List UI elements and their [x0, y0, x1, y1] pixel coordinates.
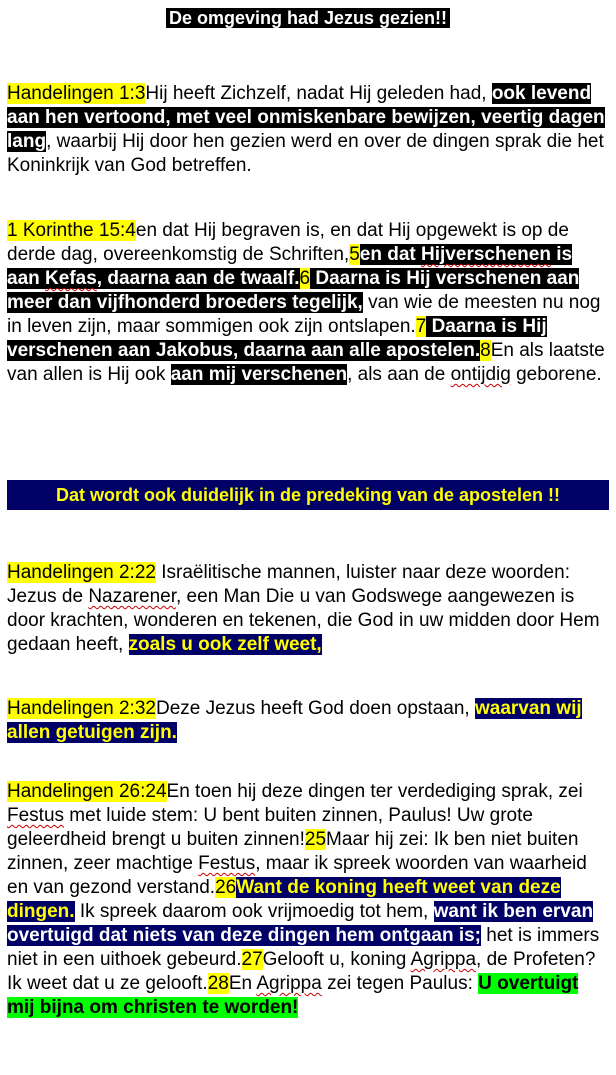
- paragraph-handelingen-26-24: [7, 780, 609, 1020]
- highlighted-text: ook levend aan hen vertoond, met veel onmiskenbare bewijzen, veertig dagen lang: [7, 83, 605, 152]
- verse-text: Gelooft u, koning: [262, 949, 411, 970]
- page-title-text: De omgeving had Jezus gezien!!: [166, 8, 450, 28]
- verse-number: 28: [207, 973, 229, 994]
- highlighted-text: waarvan wij allen getuigen zijn.: [7, 698, 582, 743]
- verse-text: zei tegen Paulus:: [321, 973, 479, 994]
- paragraph-1-korinthe-15-4: [7, 219, 609, 387]
- section-banner: Dat wordt ook duidelijk in de predeking van de apostelen !!: [7, 480, 609, 510]
- verse-text: , maar ik spreek woorden van waarheid en van gezond verstand.: [7, 853, 587, 898]
- verse-text: Maar hij zei: Ik ben niet buiten zinnen, zeer machtige: [7, 829, 579, 874]
- verse-text: van wie de meesten nu nog in leven zijn, maar sommigen ook zijn ontslapen.: [7, 292, 601, 337]
- highlighted-text: want ik ben ervan overtuigd dat niets van deze dingen hem ontgaan is;: [7, 901, 594, 946]
- verse-text: En toen hij deze dingen ter verdediging sprak, zei: [166, 781, 583, 802]
- verse-text: geborene.: [510, 364, 602, 385]
- verse-text: Festus: [198, 853, 256, 874]
- highlighted-text: zoals u ook zelf weet,: [128, 634, 322, 655]
- verse-text: , als aan de: [347, 364, 451, 385]
- verse-text: En: [228, 973, 257, 994]
- verse-text: Ik spreek daarom ook vrijmoedig tot hem,: [74, 901, 434, 922]
- bible-reference: Handelingen 1:3: [7, 83, 146, 104]
- verse-text: , de Profeten? Ik weet dat u ze gelooft.: [7, 949, 596, 994]
- highlighted-text: Daarna is Hij verschenen aan meer dan vijfhonderd broeders tegelijk,: [7, 268, 580, 313]
- paragraph-handelingen-1-3: [7, 82, 609, 178]
- verse-number: 6: [299, 268, 311, 289]
- verse-number: 8: [480, 340, 491, 361]
- verse-text: , waarbij Hij door hen gezien werd en over de dingen sprak die het Koninkrijk van God betreffen.: [7, 131, 604, 176]
- highlighted-text: Kefas: [45, 268, 97, 289]
- verse-text: het is immers niet in een uithoek gebeurd.: [7, 925, 600, 970]
- highlighted-text: , daarna aan de twaalf.: [96, 268, 300, 289]
- paragraph-handelingen-2-32: [7, 697, 609, 745]
- verse-text: en dat Hij begraven is, en dat Hij opgewekt is op de derde dag, overeenkomstig de Schriften,: [7, 220, 569, 265]
- verse-number: 25: [304, 829, 327, 850]
- verse-text: Agrippa: [410, 949, 477, 970]
- bible-reference: Handelingen 2:32: [7, 698, 156, 719]
- verse-text: ontijdig: [450, 364, 511, 385]
- highlighted-text: Want de koning heeft weet van deze dingen.: [7, 877, 561, 922]
- highlighted-text: Hijverschenen: [421, 244, 551, 265]
- verse-text: Nazarener: [88, 586, 176, 607]
- bible-reference: Handelingen 2:22: [7, 562, 156, 583]
- highlighted-text: is aan: [7, 244, 573, 289]
- highlighted-text: en dat: [359, 244, 422, 265]
- verse-text: Agrippa: [256, 973, 322, 994]
- verse-number: 5: [349, 244, 360, 265]
- bible-reference: Handelingen 26:24: [7, 781, 167, 802]
- verse-number: 26: [215, 877, 237, 898]
- verse-text: Israëlitische mannen, luister naar deze woorden: Jezus de: [7, 562, 570, 607]
- verse-text: , een Man Die u van Godswege aangewezen is door krachten, wonderen en tekenen, die God in uw midden door Hem gedaan heeft,: [7, 586, 600, 655]
- verse-text: Festus: [7, 805, 65, 826]
- verse-text: met luide stem: U bent buiten zinnen, Paulus! Uw grote geleerdheid brengt u buiten zinnen!: [7, 805, 533, 850]
- highlighted-text: daarna aan alle apostelen.: [238, 340, 481, 361]
- verse-text: En als laatste van allen is Hij ook: [7, 340, 605, 385]
- verse-text: Deze Jezus heeft God doen opstaan,: [155, 698, 475, 719]
- page-title: [0, 6, 616, 30]
- highlighted-text: U overtuigt mij bijna om christen te worden!: [7, 973, 579, 1018]
- verse-number: 27: [241, 949, 263, 970]
- bible-reference: 1 Korinthe 15:4: [7, 220, 136, 241]
- highlighted-text: aan mij verschenen: [170, 364, 348, 385]
- verse-number: 7: [415, 316, 427, 337]
- highlighted-text: Daarna is Hij verschenen aan Jakobus,: [7, 316, 547, 361]
- verse-text: Hij heeft Zichzelf, nadat Hij geleden had,: [145, 83, 492, 104]
- paragraph-handelingen-2-22: [7, 561, 609, 657]
